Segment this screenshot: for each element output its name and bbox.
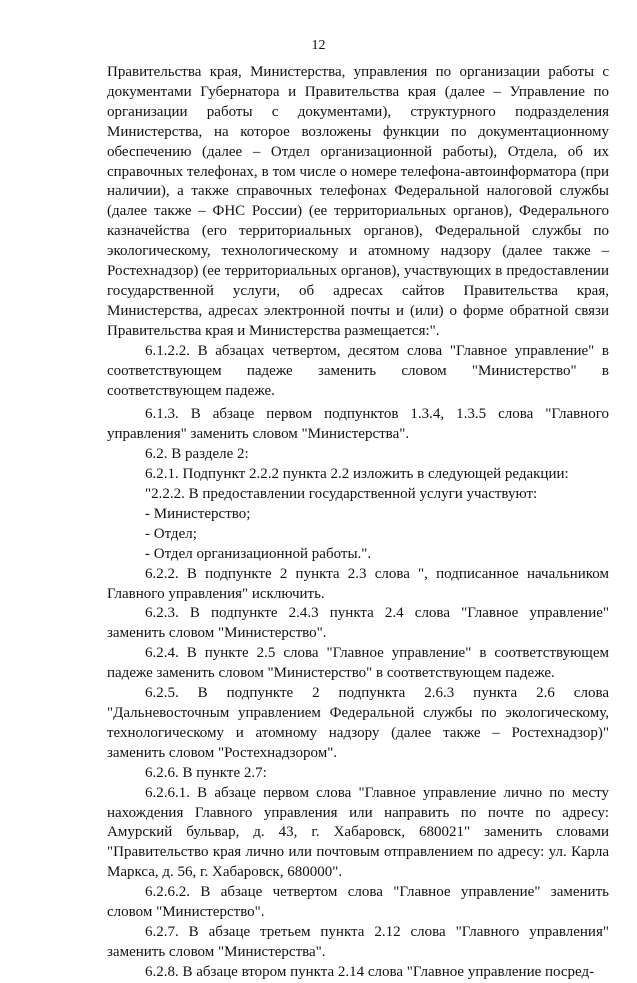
- paragraph: 6.2.2. В подпункте 2 пункта 2.3 слова ", подписанное начальником Главного управления" исключить.: [107, 565, 609, 602]
- page-number: 12: [311, 38, 326, 53]
- paragraph: 6.2.6. В пункте 2.7:: [145, 764, 267, 781]
- paragraph: Правительства края, Министерства, управления по организации работы с документами Губернатора и Правительства края (далее – Управление по организации работы с документами), структурного подразделения Министерства, на которое возложены функции по документационному обеспечению (далее – Отдел организационной работы), Отдела, об их справочных телефонах, в том числе о номере телефона-автоинформатора (при наличии), а также справочных телефонах Федеральной налоговой службы (далее также – ФНС России) (ее территориальных органов), Федерального казначейства (его территориальных органов), Федеральной службы по экологическому, технологическому и атомному надзору (далее также – Ростехнадзор) (ее территориальных органов), участвующих в предоставлении государственной услуги, об адресах сайтов Правительства края, Министерства, адресах электронной почты и (или) о форме обратной связи Правительства края и Министерства размещается:".: [107, 64, 609, 339]
- paragraph: 6.2.1. Подпункт 2.2.2 пункта 2.2 изложить в следующей редакции:: [145, 466, 569, 483]
- paragraph: 6.2.3. В подпункте 2.4.3 пункта 2.4 слова "Главное управление" заменить словом "Министерство".: [107, 605, 609, 642]
- paragraph: 6.2.5. В подпункте 2 подпункта 2.6.3 пункта 2.6 слова "Дальневосточным управлением Федеральной службы по экологическому, технологическому и атомному надзору (далее также – Ростехнадзор)" заменить словом "Ростехнадзором".: [107, 685, 609, 761]
- list-item: - Отдел организационной работы.".: [145, 545, 372, 562]
- list-item: - Отдел;: [145, 525, 197, 542]
- paragraph: 6.2. В разделе 2:: [145, 446, 249, 463]
- paragraph: 6.2.6.2. В абзаце четвертом слова "Главное управление" заменить словом "Министерство".: [107, 884, 609, 921]
- paragraph: 6.2.8. В абзаце втором пункта 2.14 слова "Главное управление посред-: [145, 963, 595, 980]
- paragraph: 6.2.4. В пункте 2.5 слова "Главное управление" в соответствующем падеже заменить словом "Министерство" в соответствующем падеже.: [107, 645, 609, 682]
- document-body: [107, 63, 609, 983]
- paragraph: "2.2.2. В предоставлении государственной услуги участвуют:: [145, 486, 538, 503]
- list-item: - Министерство;: [145, 505, 251, 522]
- paragraph: 6.1.3. В абзаце первом подпунктов 1.3.4, 1.3.5 слова "Главного управления" заменить словом "Министерства".: [107, 406, 609, 443]
- paragraph: 6.2.7. В абзаце третьем пункта 2.12 слова "Главного управления" заменить словом "Министерства".: [107, 923, 609, 960]
- paragraph: 6.1.2.2. В абзацах четвертом, десятом слова "Главное управление" в соответствующем падеже заменить словом "Министерство" в соответствующем падеже.: [107, 342, 609, 399]
- paragraph: 6.2.6.1. В абзаце первом слова "Главное управление лично по месту нахождения Главного управления или направить по почте по адресу: Амурский бульвар, д. 43, г. Хабаровск, 680021" заменить словами "Правительство края лично или почтовым отправлением по адресу: ул. Карла Маркса, д. 56, г. Хабаровск, 680000".: [107, 784, 609, 881]
